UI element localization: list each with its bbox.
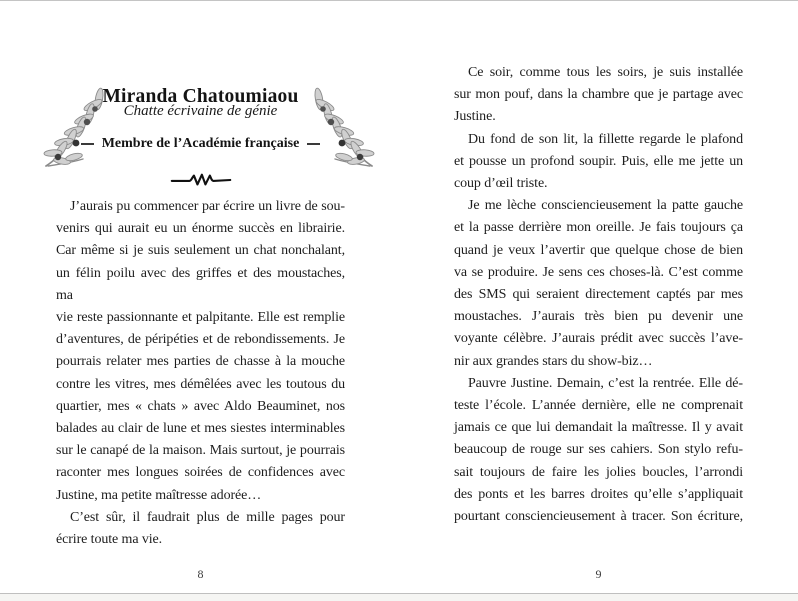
text-line: pourrais relater mes parties de chasse à la mouche bbox=[56, 354, 345, 370]
text-line: et la passe derrière mon oreille. Je fais toujours ça bbox=[454, 220, 743, 236]
right-dash-rule bbox=[307, 143, 320, 145]
page-body-text bbox=[454, 62, 743, 528]
text-line: vie reste passionnante et palpitante. Elle est remplie bbox=[56, 310, 345, 326]
text-line: raconter mes longues soirées de confidences avec bbox=[56, 465, 345, 481]
text-line: Ce soir, comme tous les soirs, je suis installée bbox=[468, 65, 743, 80]
text-line: sait toujours de faire les jolies boucles, l’arrondi bbox=[454, 464, 743, 480]
text-line: jamais ce que lui demandait la maîtresse. Il y avait bbox=[454, 420, 743, 436]
text-line: J’aurais pu commencer par écrire un livre de sou- bbox=[70, 199, 345, 214]
text-line: écrire toute ma vie. bbox=[56, 532, 163, 548]
page-left bbox=[56, 0, 345, 594]
text-line: quartier, mes « chats » avec Aldo Beauminet, nos bbox=[56, 398, 345, 414]
text-line: Car même si je suis seulement un chat nonchalant, bbox=[56, 243, 345, 259]
page-number: 9 bbox=[595, 567, 602, 581]
text-line: C’est sûr, il faudrait plus de mille pages pour bbox=[70, 509, 345, 525]
text-line: un félin poilu avec des griffes et des moustaches, ma bbox=[56, 265, 345, 303]
affiliation-row bbox=[56, 136, 345, 152]
window-bottom-bar bbox=[0, 593, 798, 601]
text-line: coup d’œil triste. bbox=[454, 176, 548, 192]
text-line: des SMS qui seraient directement captés par mes bbox=[454, 287, 743, 303]
text-line: pourtant consciencieusement à tracer. Son écriture, bbox=[454, 509, 743, 525]
text-line: des ponts et les barres droites qu’elle s’appliquait bbox=[454, 486, 743, 502]
text-line: sur mon pouf, dans la chambre que je partage avec bbox=[454, 87, 743, 103]
text-line: Je me lèche consciencieusement la patte gauche bbox=[468, 198, 743, 214]
squiggle-divider-icon bbox=[170, 170, 232, 190]
text-line: et pousse un profond soupir. Puis, elle me jette un bbox=[454, 153, 743, 169]
text-line: Justine. bbox=[454, 109, 496, 125]
text-line: Justine, ma petite maîtresse adorée… bbox=[56, 487, 262, 503]
page-body-text bbox=[56, 196, 345, 551]
left-dash-rule bbox=[81, 143, 94, 145]
text-line: venirs qui aurait eu un énorme succès en librairie. bbox=[56, 221, 345, 237]
text-line: teste l’école. L’année dernière, elle ne comprenait bbox=[454, 398, 743, 414]
text-line: contre les vitres, mes démêlées avec les toutous du bbox=[56, 376, 345, 392]
text-line: beaucoup de rouge sur ses cahiers. Son stylo refu- bbox=[454, 442, 743, 458]
text-line: Pauvre Justine. Demain, c’est la rentrée. Elle dé- bbox=[468, 375, 743, 391]
author-affiliation: Membre de l’Académie française bbox=[101, 136, 300, 151]
author-subtitle: Chatte écrivaine de génie bbox=[123, 103, 278, 119]
text-line: balades au clair de lune et mes siestes interminables bbox=[56, 421, 345, 437]
text-line: quand je veux l’avertir que quelque chose de bien bbox=[454, 242, 743, 258]
page-right bbox=[454, 0, 743, 594]
author-title: Miranda Chatoumiaou bbox=[102, 86, 299, 108]
text-line: sur le canapé de la maison. Mais surtout, je pourrais bbox=[56, 443, 345, 459]
text-line: nir aux grandes stars du show-biz… bbox=[454, 353, 653, 369]
text-line: voyante célèbre. J’aurais prédit avec succès l’ave- bbox=[454, 331, 743, 347]
page-number: 8 bbox=[197, 567, 204, 581]
text-line: d’aventures, de péripéties et de rebondissements. Je bbox=[56, 332, 345, 348]
text-line: Du fond de son lit, la fillette regarde le plafond bbox=[468, 131, 743, 147]
text-line: va se produire. Je sens ces choses-là. C’est comme bbox=[454, 264, 743, 280]
text-line: moustaches. J’aurais très bien pu devenir une bbox=[454, 309, 743, 325]
